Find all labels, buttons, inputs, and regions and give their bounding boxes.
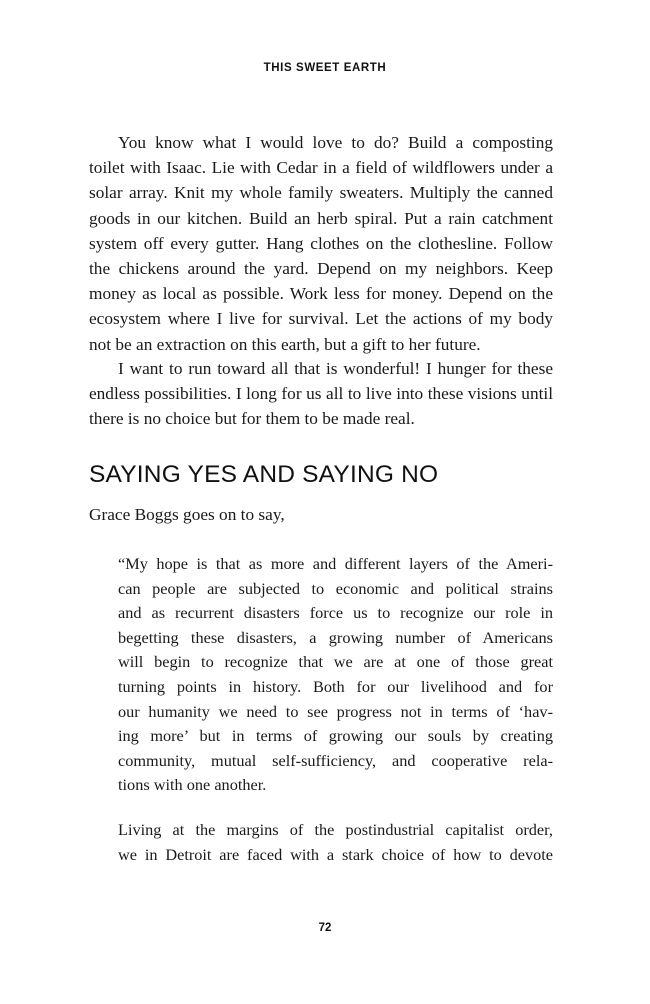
text-line: ecosystem where I live for survival. Let the actions of my body xyxy=(89,309,553,329)
section-heading: SAYING YES AND SAYING NO xyxy=(89,461,439,488)
quote-line: tions with one another. xyxy=(118,775,267,795)
block-quote-paragraph-2 xyxy=(118,818,553,867)
text-line: goods in our kitchen. Build an herb spiral. Put a rain catchment xyxy=(89,208,553,228)
quote-line: our humanity we need to see progress not in terms of ‘hav- xyxy=(118,701,553,721)
body-paragraph-1 xyxy=(89,130,553,357)
text-line: money as local as possible. Work less for money. Depend on the xyxy=(89,284,553,304)
text-line: the chickens around the yard. Depend on my neighbors. Keep xyxy=(89,259,553,279)
quote-line: Living at the margins of the postindustrial capitalist order, xyxy=(118,820,553,839)
text-line: there is no choice but for them to be made real. xyxy=(89,409,415,429)
text-line: I want to run toward all that is wonderful! I hunger for these xyxy=(118,359,553,378)
quote-line: can people are subjected to economic and political strains xyxy=(118,578,553,598)
body-paragraph-2 xyxy=(89,356,553,432)
text-line: not be an extraction on this earth, but a gift to her future. xyxy=(89,334,481,354)
quote-line: community, mutual self-sufficiency, and cooperative rela- xyxy=(118,750,553,770)
quote-line: will begin to recognize that we are at one of those great xyxy=(118,652,553,672)
text-line: You know what I would love to do? Build a composting xyxy=(118,133,553,152)
running-head: THIS SWEET EARTH xyxy=(263,62,387,74)
quote-line: and as recurrent disasters force us to recognize our role in xyxy=(118,603,553,623)
text-line: system off every gutter. Hang clothes on the clothesline. Follow xyxy=(89,233,553,253)
text-line: endless possibilities. I long for us all to live into these visions until xyxy=(89,384,553,404)
page-number: 72 xyxy=(318,922,332,934)
quote-line: “My hope is that as more and different layers of the Ameri- xyxy=(118,554,553,573)
quote-line: turning points in history. Both for our livelihood and for xyxy=(118,676,553,696)
text-line: toilet with Isaac. Lie with Cedar in a field of wildflowers under a xyxy=(89,158,553,178)
quote-line: ing more’ but in terms of growing our souls by creating xyxy=(118,726,553,746)
text-line: solar array. Knit my whole family sweaters. Multiply the canned xyxy=(89,183,553,203)
quote-line: begetting these disasters, a growing number of Americans xyxy=(118,627,553,647)
lead-in-text: Grace Boggs goes on to say, xyxy=(89,505,285,524)
block-quote-paragraph-1 xyxy=(118,552,553,798)
quote-line: we in Detroit are faced with a stark choice of how to devote xyxy=(118,844,553,864)
